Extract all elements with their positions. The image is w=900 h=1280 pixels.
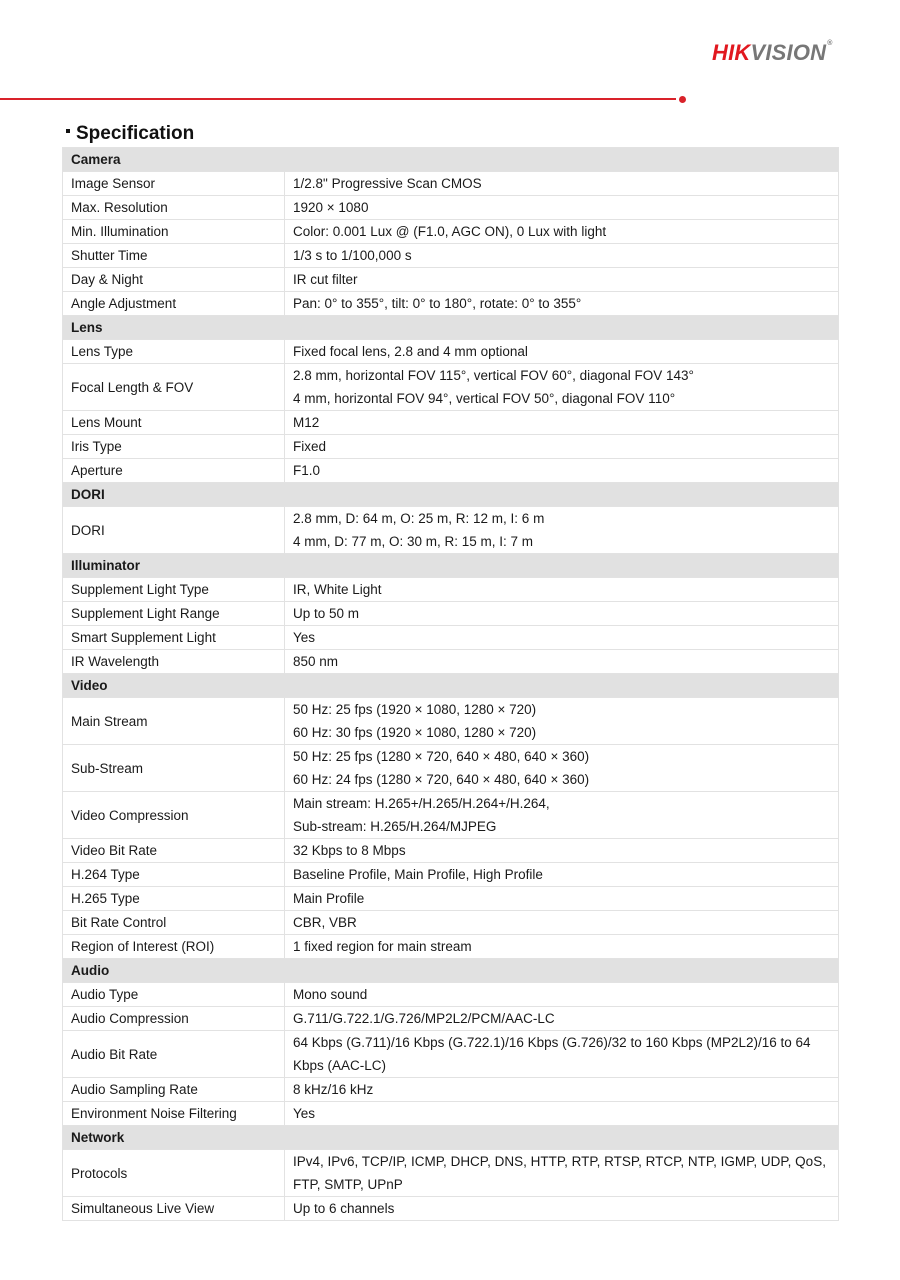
spec-value bbox=[285, 1197, 839, 1221]
spec-value bbox=[285, 911, 839, 935]
spec-value-line: IR, White Light bbox=[293, 582, 382, 597]
spec-label: Audio Sampling Rate bbox=[63, 1078, 285, 1102]
spec-label: Region of Interest (ROI) bbox=[63, 935, 285, 959]
logo-grey-text: VISION bbox=[750, 40, 827, 65]
spec-row bbox=[63, 698, 839, 745]
spec-label: Audio Type bbox=[63, 983, 285, 1007]
spec-value bbox=[285, 935, 839, 959]
spec-label: Supplement Light Type bbox=[63, 578, 285, 602]
spec-label: Day & Night bbox=[63, 268, 285, 292]
spec-value bbox=[285, 411, 839, 435]
spec-row bbox=[63, 602, 839, 626]
spec-label: Protocols bbox=[63, 1150, 285, 1197]
section-title: DORI bbox=[63, 483, 839, 507]
hikvision-logo bbox=[712, 40, 833, 66]
spec-value bbox=[285, 1102, 839, 1126]
spec-value-line: Main stream: H.265+/H.265/H.264+/H.264, bbox=[293, 796, 550, 811]
spec-row bbox=[63, 1078, 839, 1102]
spec-value-line: CBR, VBR bbox=[293, 915, 357, 930]
spec-value-line: 1/3 s to 1/100,000 s bbox=[293, 248, 412, 263]
spec-value-line: Yes bbox=[293, 1106, 316, 1121]
spec-row bbox=[63, 839, 839, 863]
spec-label: Audio Bit Rate bbox=[63, 1031, 285, 1078]
spec-value bbox=[285, 507, 839, 554]
spec-value bbox=[285, 292, 839, 316]
spec-row bbox=[63, 435, 839, 459]
spec-value-line: Mono sound bbox=[293, 987, 368, 1002]
spec-value bbox=[285, 578, 839, 602]
spec-label: Main Stream bbox=[63, 698, 285, 745]
spec-label: Video Bit Rate bbox=[63, 839, 285, 863]
spec-row bbox=[63, 863, 839, 887]
spec-value-line: M12 bbox=[293, 415, 320, 430]
spec-row bbox=[63, 1031, 839, 1078]
spec-label: Iris Type bbox=[63, 435, 285, 459]
spec-row bbox=[63, 983, 839, 1007]
spec-label: Supplement Light Range bbox=[63, 602, 285, 626]
section-header-row bbox=[63, 959, 839, 983]
spec-value bbox=[285, 364, 839, 411]
spec-value bbox=[285, 863, 839, 887]
spec-label: Focal Length & FOV bbox=[63, 364, 285, 411]
spec-value bbox=[285, 220, 839, 244]
spec-value bbox=[285, 1007, 839, 1031]
spec-value-line: IPv4, IPv6, TCP/IP, ICMP, DHCP, DNS, HTTP, RTP, RTSP, RTCP, NTP, IGMP, UDP, QoS, bbox=[293, 1154, 826, 1169]
spec-label: Lens Type bbox=[63, 340, 285, 364]
spec-label: Video Compression bbox=[63, 792, 285, 839]
spec-label: DORI bbox=[63, 507, 285, 554]
spec-value-line: Up to 6 channels bbox=[293, 1201, 395, 1216]
spec-value-line: 50 Hz: 25 fps (1280 × 720, 640 × 480, 640 × 360) bbox=[293, 749, 590, 764]
section-title: Lens bbox=[63, 316, 839, 340]
header-divider-dot bbox=[679, 96, 686, 103]
page-title bbox=[66, 123, 194, 145]
section-title: Camera bbox=[63, 148, 839, 172]
spec-value-line: Kbps (AAC-LC) bbox=[293, 1058, 387, 1073]
section-header-row bbox=[63, 483, 839, 507]
spec-value bbox=[285, 745, 839, 792]
spec-label: IR Wavelength bbox=[63, 650, 285, 674]
spec-value-line: 4 mm, horizontal FOV 94°, vertical FOV 50°, diagonal FOV 110° bbox=[293, 391, 676, 406]
spec-value-line: Up to 50 m bbox=[293, 606, 360, 621]
spec-value-line: Fixed focal lens, 2.8 and 4 mm optional bbox=[293, 344, 528, 359]
spec-value bbox=[285, 1150, 839, 1197]
spec-value-line: FTP, SMTP, UPnP bbox=[293, 1177, 403, 1192]
spec-row bbox=[63, 459, 839, 483]
spec-label: Shutter Time bbox=[63, 244, 285, 268]
spec-value-line: Baseline Profile, Main Profile, High Profile bbox=[293, 867, 543, 882]
spec-value bbox=[285, 887, 839, 911]
spec-value-line: 32 Kbps to 8 Mbps bbox=[293, 843, 406, 858]
spec-row bbox=[63, 911, 839, 935]
spec-row bbox=[63, 1007, 839, 1031]
spec-value-line: 850 nm bbox=[293, 654, 339, 669]
section-title: Video bbox=[63, 674, 839, 698]
spec-row bbox=[63, 887, 839, 911]
spec-value-line: 4 mm, D: 77 m, O: 30 m, R: 15 m, I: 7 m bbox=[293, 534, 534, 549]
spec-value bbox=[285, 435, 839, 459]
spec-value-line: 50 Hz: 25 fps (1920 × 1080, 1280 × 720) bbox=[293, 702, 537, 717]
spec-row bbox=[63, 650, 839, 674]
spec-value-line: Pan: 0° to 355°, tilt: 0° to 180°, rotate: 0° to 355° bbox=[293, 296, 582, 311]
spec-label: Angle Adjustment bbox=[63, 292, 285, 316]
section-header-row bbox=[63, 554, 839, 578]
spec-value-line: 2.8 mm, horizontal FOV 115°, vertical FOV 60°, diagonal FOV 143° bbox=[293, 368, 694, 383]
spec-value bbox=[285, 244, 839, 268]
spec-row bbox=[63, 292, 839, 316]
logo-red-text: HIK bbox=[712, 40, 751, 65]
specification-table bbox=[62, 147, 839, 1221]
spec-label: Max. Resolution bbox=[63, 196, 285, 220]
section-title: Network bbox=[63, 1126, 839, 1150]
spec-value bbox=[285, 1031, 839, 1078]
spec-value-line: 1920 × 1080 bbox=[293, 200, 369, 215]
spec-value-line: G.711/G.722.1/G.726/MP2L2/PCM/AAC-LC bbox=[293, 1011, 555, 1026]
spec-row bbox=[63, 792, 839, 839]
spec-value-line: 1/2.8" Progressive Scan CMOS bbox=[293, 176, 482, 191]
spec-value bbox=[285, 983, 839, 1007]
spec-value bbox=[285, 459, 839, 483]
spec-row bbox=[63, 196, 839, 220]
spec-value bbox=[285, 340, 839, 364]
spec-value-line: Fixed bbox=[293, 439, 327, 454]
header-divider-line bbox=[0, 98, 676, 100]
spec-value-line: 2.8 mm, D: 64 m, O: 25 m, R: 12 m, I: 6 m bbox=[293, 511, 545, 526]
bullet-icon bbox=[66, 129, 70, 133]
spec-value-line: Sub-stream: H.265/H.264/MJPEG bbox=[293, 819, 497, 834]
spec-value bbox=[285, 626, 839, 650]
spec-row bbox=[63, 244, 839, 268]
spec-label: Lens Mount bbox=[63, 411, 285, 435]
spec-value bbox=[285, 698, 839, 745]
spec-label: Smart Supplement Light bbox=[63, 626, 285, 650]
spec-row bbox=[63, 411, 839, 435]
spec-row bbox=[63, 220, 839, 244]
spec-row bbox=[63, 364, 839, 411]
spec-value-line: Yes bbox=[293, 630, 316, 645]
page-title-text: Specification bbox=[76, 123, 195, 144]
section-header-row bbox=[63, 1126, 839, 1150]
spec-label: Bit Rate Control bbox=[63, 911, 285, 935]
spec-label: Min. Illumination bbox=[63, 220, 285, 244]
spec-row bbox=[63, 268, 839, 292]
spec-row bbox=[63, 745, 839, 792]
spec-row bbox=[63, 340, 839, 364]
spec-value bbox=[285, 268, 839, 292]
spec-label: Simultaneous Live View bbox=[63, 1197, 285, 1221]
spec-value-line: 60 Hz: 30 fps (1920 × 1080, 1280 × 720) bbox=[293, 725, 537, 740]
spec-label: Sub-Stream bbox=[63, 745, 285, 792]
spec-value bbox=[285, 839, 839, 863]
spec-row bbox=[63, 626, 839, 650]
section-title: Audio bbox=[63, 959, 839, 983]
spec-row bbox=[63, 507, 839, 554]
spec-value-line: 60 Hz: 24 fps (1280 × 720, 640 × 480, 640 × 360) bbox=[293, 772, 590, 787]
spec-row bbox=[63, 172, 839, 196]
spec-row bbox=[63, 1197, 839, 1221]
spec-value bbox=[285, 602, 839, 626]
spec-value bbox=[285, 172, 839, 196]
spec-value-line: 1 fixed region for main stream bbox=[293, 939, 472, 954]
spec-value-line: 64 Kbps (G.711)/16 Kbps (G.722.1)/16 Kbps (G.726)/32 to 160 Kbps (MP2L2)/16 to 64 bbox=[293, 1035, 811, 1050]
spec-row bbox=[63, 1150, 839, 1197]
spec-value-line: Color: 0.001 Lux @ (F1.0, AGC ON), 0 Lux with light bbox=[293, 224, 607, 239]
registered-mark: ® bbox=[827, 40, 833, 47]
spec-value bbox=[285, 650, 839, 674]
spec-value-line: IR cut filter bbox=[293, 272, 358, 287]
section-header-row bbox=[63, 148, 839, 172]
section-header-row bbox=[63, 674, 839, 698]
spec-label: Image Sensor bbox=[63, 172, 285, 196]
spec-row bbox=[63, 578, 839, 602]
spec-label: Aperture bbox=[63, 459, 285, 483]
spec-label: H.264 Type bbox=[63, 863, 285, 887]
spec-label: Environment Noise Filtering bbox=[63, 1102, 285, 1126]
section-header-row bbox=[63, 316, 839, 340]
spec-label: H.265 Type bbox=[63, 887, 285, 911]
spec-value bbox=[285, 792, 839, 839]
section-title: Illuminator bbox=[63, 554, 839, 578]
spec-value-line: 8 kHz/16 kHz bbox=[293, 1082, 374, 1097]
spec-value bbox=[285, 196, 839, 220]
spec-row bbox=[63, 1102, 839, 1126]
spec-row bbox=[63, 935, 839, 959]
spec-value bbox=[285, 1078, 839, 1102]
spec-value-line: Main Profile bbox=[293, 891, 365, 906]
spec-value-line: F1.0 bbox=[293, 463, 321, 478]
spec-label: Audio Compression bbox=[63, 1007, 285, 1031]
